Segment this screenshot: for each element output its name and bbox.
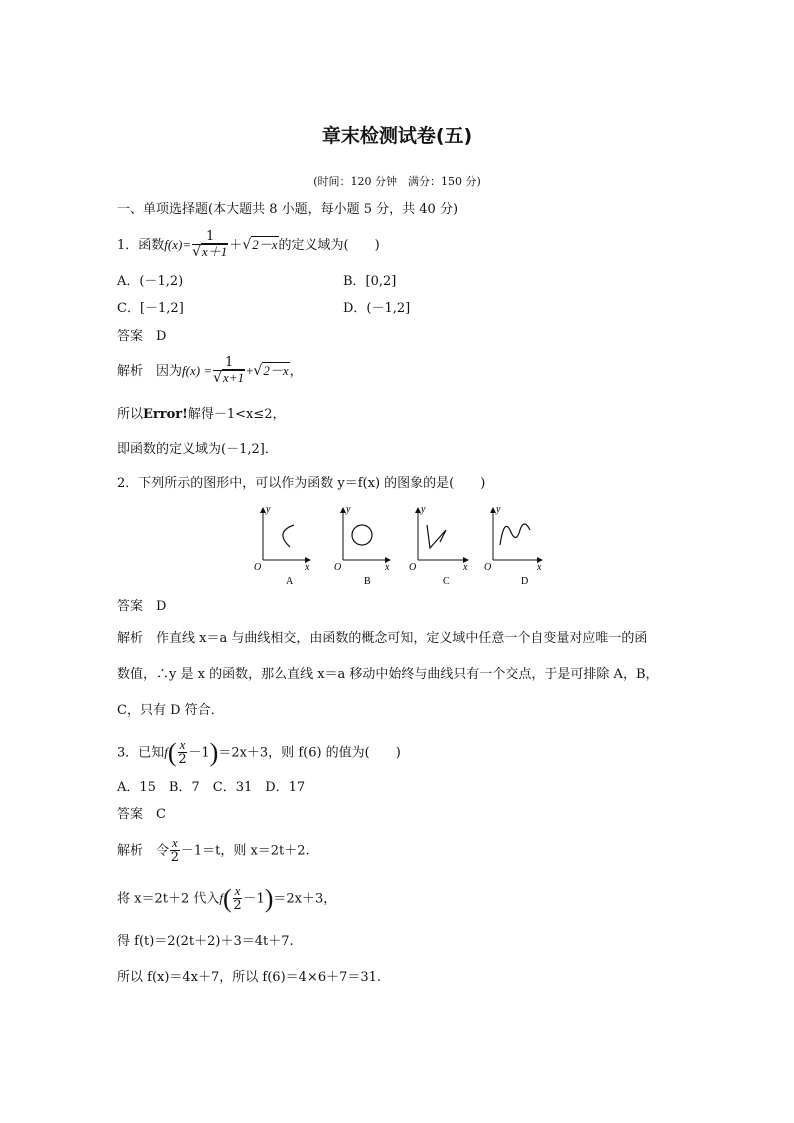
analysis-3: 解析 令 $\frac{x}{2}$ －1＝t，则 x＝2t＋2. <box>117 835 310 866</box>
analysis-1-line-2: 所以Error!解得－1<x≤2， <box>117 407 286 422</box>
question-3: 3．已知f( $\frac{x}{2}$ －1)＝2x＋3，则 f(6) 的值为( ) <box>117 737 401 768</box>
svg-text:D: D <box>521 576 529 587</box>
svg-text:O: O <box>409 562 417 573</box>
answer-1: 答案 D <box>117 329 167 344</box>
answer-2: 答案 D <box>117 599 167 614</box>
analysis-3-line-3: 得 f(t)＝2(2t＋2)＋3＝4t＋7. <box>117 934 294 949</box>
exam-time-score: (时间：120 分钟 满分：150 分) <box>313 175 481 188</box>
analysis-2-line-3: C，只有 D 符合． <box>117 703 224 718</box>
answer-3: 答案 C <box>117 807 166 822</box>
analysis-1-line-3: 即函数的定义域为(－1,2]． <box>117 442 278 457</box>
section-heading: 一、单项选择题(本大题共 8 小题，每小题 5 分，共 40 分) <box>117 202 459 217</box>
fraction: $\frac{x}{2}$ <box>233 883 242 914</box>
svg-text:O: O <box>484 562 492 573</box>
analysis-2: 解析 作直线 x＝a 与曲线相交，由函数的概念可知，定义域中任意一个自变量对应唯一的函 <box>117 631 648 646</box>
question-1: 1．函数f(x)= $\frac{1}{√x+1}$ ＋√2－x的定义域为( ) <box>117 229 380 261</box>
svg-text:x: x <box>463 562 468 573</box>
graph-c <box>409 504 468 587</box>
svg-text:y: y <box>496 504 501 515</box>
svg-text:A: A <box>286 576 294 587</box>
svg-text:x: x <box>385 562 390 573</box>
option-b: B．[0,2] <box>343 274 397 289</box>
svg-text:x: x <box>537 562 542 573</box>
analysis-1: 解析 因为f(x) = $\frac{1}{√x+1}$ +√2－x， <box>117 355 303 387</box>
analysis-3-line-2: 将 x＝2t＋2 代入f( $\frac{x}{2}$ －1)＝2x＋3， <box>117 883 337 914</box>
svg-text:C: C <box>443 576 450 587</box>
analysis-2-line-2: 数值，∴y 是 x 的函数，那么直线 x＝a 移动中始终与曲线只有一个交点，于是可排除 A，B， <box>117 667 659 682</box>
graph-b <box>334 504 390 587</box>
fraction: $\frac{1}{√x+1}$ <box>213 355 245 387</box>
question-2: 2．下列所示的图形中，可以作为函数 y＝f(x) 的图象的是( ) <box>117 476 486 491</box>
fraction: $\frac{1}{√x+1}$ <box>192 229 228 261</box>
question-3-options: A．15 B．7 C．31 D．17 <box>117 780 306 795</box>
option-a: A．(－1,2) <box>117 274 184 289</box>
svg-text:B: B <box>364 576 371 587</box>
option-c: C．[－1,2] <box>117 301 184 316</box>
graph-d <box>484 504 542 587</box>
analysis-3-line-4: 所以 f(x)＝4x＋7，所以 f(6)＝4×6＋7＝31. <box>117 970 382 985</box>
svg-text:x: x <box>305 562 310 573</box>
svg-text:y: y <box>421 504 426 515</box>
option-d: D．(－1,2] <box>343 301 411 316</box>
fraction: $\frac{x}{2}$ <box>170 835 180 866</box>
svg-text:y: y <box>346 504 351 515</box>
svg-text:y: y <box>266 504 271 515</box>
page-title: 章末检测试卷(五) <box>321 125 473 147</box>
graph-figure <box>250 500 550 590</box>
graph-a <box>254 504 310 587</box>
svg-text:O: O <box>334 562 342 573</box>
fraction: $\frac{x}{2}$ <box>178 737 187 768</box>
svg-text:O: O <box>254 562 262 573</box>
